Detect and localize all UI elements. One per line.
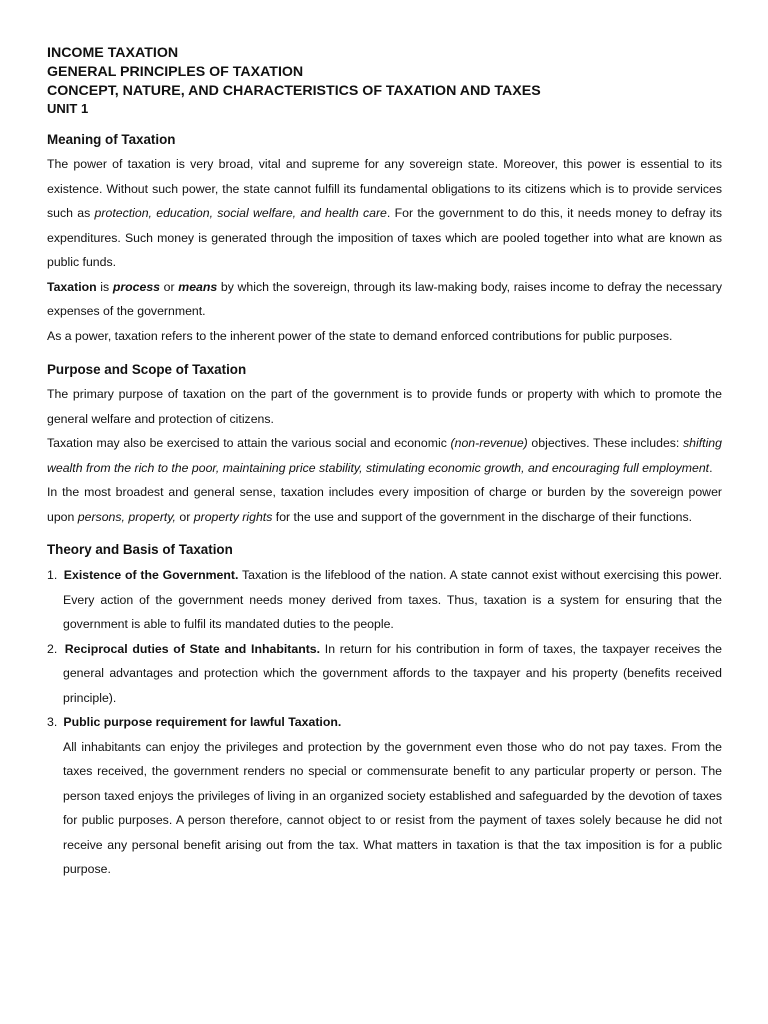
unit-label: UNIT 1 — [47, 101, 89, 116]
paragraph: All inhabitants can enjoy the privileges and protection by the government even those who do not pay taxes. From the taxes received, the government renders no special or commensurate benefit to any particular property or person. The person taxed enjoys the privileges of living in an organized society established and safeguarded by the devotion of taxes for public purposes. A person therefore, cannot object to or resist from the payment of taxes solely because he did not receive any personal benefit arising out from the tax. What matters in taxation is that the tax imposition is for a public purpose. — [63, 739, 722, 876]
list-number: 3. — [47, 715, 58, 729]
text-run: objectives. These includes: — [527, 436, 684, 450]
paragraph — [47, 275, 722, 324]
text-run: In the most broadest and general sense, taxation includes every imposition of charge or burden by the sovereign power upon — [47, 485, 722, 524]
text-run: or — [175, 509, 194, 524]
purpose-section — [47, 361, 722, 529]
list-item-text: In return for his contribution in form of taxes, the taxpayer receives the general advantages and protection which the government affords to the taxpayer and his property (benefits received principle). — [63, 641, 723, 705]
emphasis-text: persons, property, — [77, 509, 176, 524]
paragraph — [47, 480, 722, 529]
emphasis-text: (non-revenue) — [450, 436, 528, 450]
term-process: process — [112, 279, 161, 294]
theory-list — [47, 563, 722, 735]
document-header — [47, 44, 722, 117]
theory-section — [47, 541, 722, 882]
list-number: 1. — [47, 568, 58, 582]
paragraph — [47, 152, 722, 275]
text-run: for the use and support of the government in the discharge of their functions. — [272, 509, 693, 524]
text-run: Taxation may also be exercised to attain the various social and economic — [47, 436, 451, 450]
section-heading: Theory and Basis of Taxation — [47, 542, 233, 557]
section-heading: Purpose and Scope of Taxation — [47, 362, 247, 377]
text-run: or — [160, 279, 179, 294]
term-taxation: Taxation — [47, 279, 97, 294]
emphasis-text: property rights — [193, 509, 273, 524]
list-item-text: Taxation is the lifeblood of the nation. A state cannot exist without exercising this power. Every action of the government needs money derived from taxes. Thus, taxation is a system for ensuring that the government is able to fulfil its mandated duties to the people. — [63, 568, 723, 631]
term-means: means — [178, 279, 218, 294]
list-item — [47, 563, 722, 637]
list-item — [47, 710, 722, 735]
objectives-list: shifting wealth from the rich to the poor, maintaining price stability, stimulating economic growth, and encouraging full employment — [47, 436, 722, 475]
meaning-section — [47, 131, 722, 348]
topic-title: GENERAL PRINCIPLES OF TAXATION — [47, 64, 304, 80]
emphasis-text: protection, education, social welfare, and health care — [94, 206, 387, 220]
text-run: is — [96, 279, 113, 294]
text-run: . — [709, 460, 713, 475]
subtopic-title: CONCEPT, NATURE, AND CHARACTERISTICS OF TAXATION AND TAXES — [47, 83, 541, 99]
list-number: 2. — [47, 641, 58, 656]
list-item-title: Existence of the Government. — [63, 568, 239, 582]
list-item — [47, 637, 722, 711]
paragraph — [47, 431, 722, 480]
paragraph: The primary purpose of taxation on the part of the government is to provide funds or property with which to promote the general welfare and protection of citizens. — [47, 387, 722, 426]
text-run: by which the sovereign, through its law-making body, raises income to defray the necessary expenses of the government. — [47, 279, 722, 318]
paragraph: As a power, taxation refers to the inherent power of the state to demand enforced contributions for public purposes. — [47, 328, 673, 343]
section-heading: Meaning of Taxation — [47, 132, 176, 147]
course-title: INCOME TAXATION — [47, 45, 179, 61]
list-item-title: Reciprocal duties of State and Inhabitants. — [64, 641, 321, 656]
text-run: The power of taxation is very broad, vital and supreme for any sovereign state. Moreover, this power is essential to its existence. Without such power, the state cannot fulfill its fundamental obligations to its citizens which is to provide services such as — [47, 157, 722, 220]
list-item-title: Public purpose requirement for lawful Taxation. — [63, 715, 342, 729]
text-run: . For the government to do this, it needs money to defray its expenditures. Such money is generated through the imposition of taxes which are pooled together into what are known as public funds. — [47, 206, 723, 269]
